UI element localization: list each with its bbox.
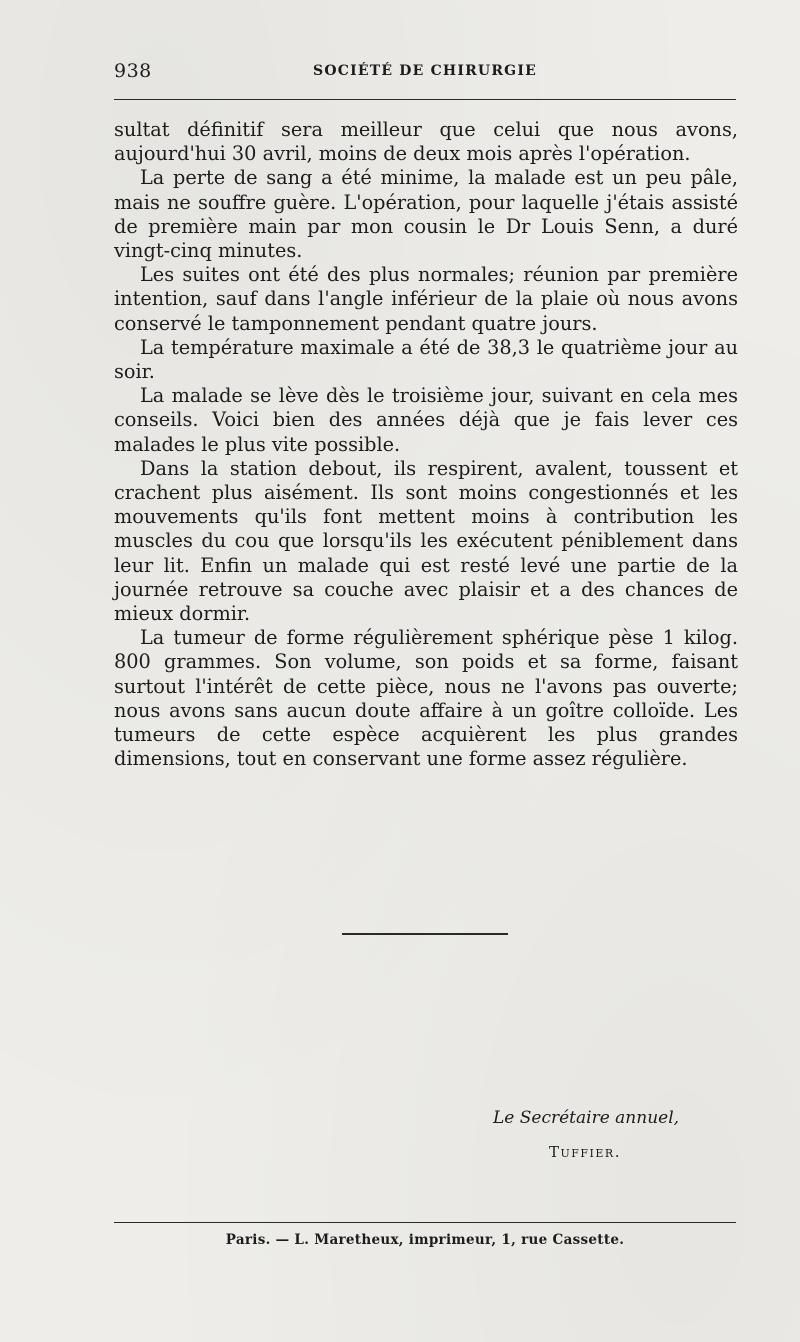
paragraph: Les suites ont été des plus normales; réunion par première intention, sauf dans l'angle inférieur de la plaie où nous avons conservé le tamponnement pendant quatre jours. — [114, 263, 738, 335]
page-number: 938 — [114, 60, 152, 82]
running-head — [114, 60, 736, 86]
header-rule — [114, 99, 736, 100]
signature-title: Le Secrétaire annuel, — [493, 1108, 680, 1128]
article-body — [114, 118, 738, 771]
printer-imprint: Paris. — L. Maretheux, imprimeur, 1, rue Cassette. — [225, 1232, 625, 1248]
footer-rule — [114, 1222, 736, 1223]
journal-title: SOCIÉTÉ DE CHIRURGIE — [313, 63, 537, 79]
paragraph: Dans la station debout, ils respirent, avalent, toussent et crachent plus aisément. Ils sont moins congestionnés et les mouvements qu'ils font mettent moins à contribution les muscles du cou que lorsqu'ils les exécutent péniblement dans leur lit. Enfin un malade qui est resté levé une partie de la journée retrouve sa couche avec plaisir et a des chances de mieux dormir. — [114, 456, 738, 626]
paragraph: La température maximale a été de 38,3 le quatrième jour au soir. — [114, 335, 738, 384]
paragraph: La malade se lève dès le troisième jour, suivant en cela mes conseils. Voici bien des années déjà que je fais lever ces malades le plus vite possible. — [114, 384, 738, 456]
section-end-rule — [342, 933, 508, 935]
paragraph: La perte de sang a été minime, la malade est un peu pâle, mais ne souffre guère. L'opération, pour laquelle j'étais assisté de première main par mon cousin le Dr Louis Senn, a duré vingt-cinq minutes. — [114, 166, 738, 263]
paragraph: La tumeur de forme régulièrement sphérique pèse 1 kilog. 800 grammes. Son volume, son poids et sa forme, faisant surtout l'intérêt de cette pièce, nous ne l'avons pas ouverte; nous avons sans aucun doute affaire à un goître colloïde. Les tumeurs de cette espèce acquièrent les plus grandes dimensions, tout en conservant une forme assez régulière. — [114, 626, 738, 771]
signature-name: Tuffier. — [549, 1143, 621, 1161]
paragraph: sultat définitif sera meilleur que celui que nous avons, aujourd'hui 30 avril, moins de deux mois après l'opération. — [114, 118, 738, 166]
